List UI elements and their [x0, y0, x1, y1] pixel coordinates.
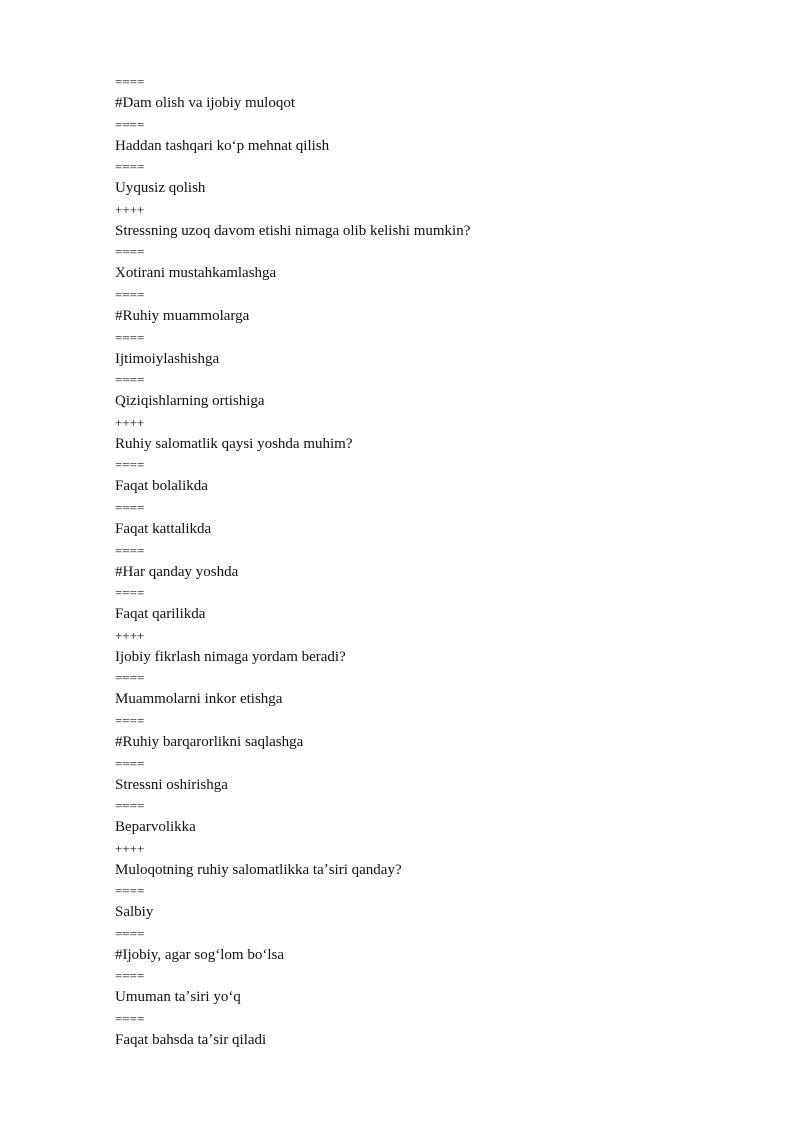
- question-separator: ++++: [115, 201, 145, 217]
- answer-line: Haddan tashqari koʻp mehnat qilish: [115, 137, 330, 154]
- answer-line: Faqat qarilikda: [115, 606, 206, 623]
- option-separator: ====: [115, 286, 145, 302]
- question-separator: ++++: [115, 840, 145, 856]
- answer-line: Faqat kattalikda: [115, 520, 212, 537]
- option-separator: ====: [115, 542, 145, 558]
- answer-line: Qiziqishlarning ortishiga: [115, 393, 265, 410]
- option-separator: ====: [115, 116, 145, 132]
- option-separator: ====: [115, 883, 145, 899]
- answer-line: Umuman taʼsiri yoʻq: [115, 989, 241, 1006]
- correct-answer-line: #Ruhiy barqarorlikni saqlashga: [115, 733, 304, 750]
- correct-answer-line: #Ruhiy muammolarga: [115, 307, 250, 324]
- option-separator: ====: [115, 712, 145, 728]
- option-separator: ====: [115, 329, 145, 345]
- answer-line: Faqat bolalikda: [115, 478, 208, 495]
- answer-line: Beparvolikka: [115, 819, 196, 836]
- option-separator: ====: [115, 159, 145, 175]
- question-line: Ijobiy fikrlash nimaga yordam beradi?: [115, 648, 346, 665]
- answer-line: Ijtimoiylashishga: [115, 350, 220, 367]
- option-separator: ====: [115, 968, 145, 984]
- answer-line: Xotirani mustahkamlashga: [115, 265, 277, 282]
- option-separator: ====: [115, 457, 145, 473]
- correct-answer-line: #Har qanday yoshda: [115, 563, 239, 580]
- option-separator: ====: [115, 670, 145, 686]
- question-line: Stressning uzoq davom etishi nimaga olib kelishi mumkin?: [115, 222, 471, 239]
- answer-line: Stressni oshirishga: [115, 776, 228, 793]
- answer-line: Faqat bahsda taʼsir qiladi: [115, 1032, 267, 1049]
- question-separator: ++++: [115, 627, 145, 643]
- option-separator: ====: [115, 499, 145, 515]
- option-separator: ====: [115, 1011, 145, 1027]
- correct-answer-line: #Dam olish va ijobiy muloqot: [115, 95, 295, 111]
- question-line: Ruhiy salomatlik qaysi yoshda muhim?: [115, 435, 353, 452]
- option-separator: ====: [115, 925, 145, 941]
- answer-line: Muammolarni inkor etishga: [115, 691, 283, 708]
- question-separator: ++++: [115, 414, 145, 430]
- option-separator: ====: [115, 244, 145, 260]
- option-separator: ====: [115, 755, 145, 771]
- answer-line: Salbiy: [115, 904, 154, 921]
- option-separator: ====: [115, 585, 145, 601]
- option-separator: ====: [115, 798, 145, 814]
- question-line: Muloqotning ruhiy salomatlikka taʼsiri qanday?: [115, 861, 402, 878]
- option-separator: ====: [115, 372, 145, 388]
- correct-answer-line: #Ijobiy, agar sogʻlom boʻlsa: [115, 946, 284, 963]
- answer-line: Uyqusiz qolish: [115, 180, 206, 197]
- document-body: [115, 75, 715, 1055]
- option-separator: ====: [115, 74, 145, 89]
